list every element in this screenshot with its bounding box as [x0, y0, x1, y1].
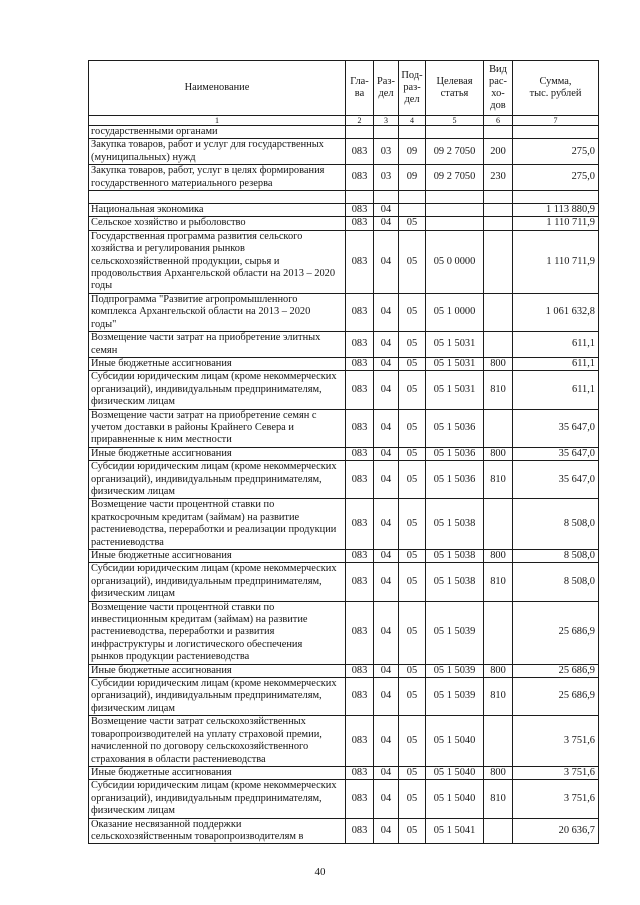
row-chapter-cell: 083 — [346, 332, 374, 358]
row-section-cell: 04 — [374, 461, 399, 499]
row-target-article-cell — [426, 217, 484, 230]
row-expense-type-cell — [484, 409, 513, 447]
row-target-article-cell: 05 1 5031 — [426, 357, 484, 370]
row-subsection-cell: 05 — [399, 409, 426, 447]
row-section-cell: 04 — [374, 357, 399, 370]
row-name-cell: Субсидии юридическим лицам (кроме некоммерческих организаций), индивидуальным предпринимателям, физическим лицам — [89, 371, 346, 409]
row-name-cell: Иные бюджетные ассигнования — [89, 550, 346, 563]
row-name-cell: Национальная экономика — [89, 204, 346, 217]
row-section-cell: 04 — [374, 601, 399, 664]
row-expense-type-cell: 200 — [484, 139, 513, 165]
row-name-cell: Сельское хозяйство и рыболовство — [89, 217, 346, 230]
row-amount-cell: 3 751,6 — [513, 780, 599, 818]
row-section-cell: 04 — [374, 447, 399, 460]
row-subsection-cell: 05 — [399, 664, 426, 677]
budget-row — [89, 447, 599, 460]
row-expense-type-cell: 800 — [484, 357, 513, 370]
budget-row — [89, 293, 599, 331]
row-target-article-cell: 05 1 5039 — [426, 678, 484, 716]
budget-row — [89, 230, 599, 293]
row-chapter-cell: 083 — [346, 766, 374, 779]
budget-row — [89, 139, 599, 165]
row-name-cell: Иные бюджетные ассигнования — [89, 664, 346, 677]
row-chapter-cell: 083 — [346, 678, 374, 716]
row-expense-type-cell — [484, 126, 513, 139]
column-number: 1 — [89, 116, 346, 126]
row-section-cell: 04 — [374, 204, 399, 217]
row-subsection-cell: 05 — [399, 499, 426, 550]
row-target-article-cell: 05 1 5041 — [426, 818, 484, 844]
row-chapter-cell: 083 — [346, 461, 374, 499]
row-subsection-cell: 05 — [399, 818, 426, 844]
row-name-cell: Иные бюджетные ассигнования — [89, 357, 346, 370]
row-section-cell: 04 — [374, 818, 399, 844]
row-chapter-cell: 083 — [346, 357, 374, 370]
row-expense-type-cell — [484, 191, 513, 204]
row-subsection-cell: 05 — [399, 601, 426, 664]
row-name-cell: государственными органами — [89, 126, 346, 139]
column-number: 2 — [346, 116, 374, 126]
row-subsection-cell: 05 — [399, 357, 426, 370]
row-section-cell: 04 — [374, 217, 399, 230]
row-name-cell: Субсидии юридическим лицам (кроме некоммерческих организаций), индивидуальным предпринимателям, физическим лицам — [89, 678, 346, 716]
row-amount-cell: 1 110 711,9 — [513, 217, 599, 230]
row-subsection-cell: 05 — [399, 217, 426, 230]
row-subsection-cell: 05 — [399, 716, 426, 767]
budget-row — [89, 601, 599, 664]
row-section-cell: 04 — [374, 716, 399, 767]
row-chapter-cell: 083 — [346, 780, 374, 818]
row-section-cell: 04 — [374, 664, 399, 677]
row-amount-cell: 8 508,0 — [513, 550, 599, 563]
row-section-cell: 04 — [374, 678, 399, 716]
row-expense-type-cell: 810 — [484, 780, 513, 818]
row-section-cell: 04 — [374, 371, 399, 409]
row-chapter-cell: 083 — [346, 447, 374, 460]
row-chapter-cell: 083 — [346, 409, 374, 447]
row-section-cell: 03 — [374, 139, 399, 165]
row-expense-type-cell — [484, 499, 513, 550]
row-amount-cell: 25 686,9 — [513, 678, 599, 716]
row-section-cell — [374, 191, 399, 204]
row-section-cell: 04 — [374, 550, 399, 563]
row-chapter-cell: 083 — [346, 371, 374, 409]
budget-row — [89, 716, 599, 767]
row-section-cell: 04 — [374, 332, 399, 358]
budget-row — [89, 678, 599, 716]
row-section-cell — [374, 126, 399, 139]
budget-row — [89, 126, 599, 139]
row-amount-cell: 611,1 — [513, 371, 599, 409]
row-chapter-cell — [346, 126, 374, 139]
row-amount-cell: 8 508,0 — [513, 499, 599, 550]
row-amount-cell — [513, 191, 599, 204]
row-subsection-cell: 05 — [399, 780, 426, 818]
budget-row — [89, 818, 599, 844]
row-chapter-cell: 083 — [346, 601, 374, 664]
row-target-article-cell: 05 1 5039 — [426, 601, 484, 664]
row-name-cell: Иные бюджетные ассигнования — [89, 447, 346, 460]
row-section-cell: 04 — [374, 499, 399, 550]
row-subsection-cell: 05 — [399, 766, 426, 779]
budget-row — [89, 664, 599, 677]
column-number-row — [89, 116, 599, 126]
row-chapter-cell: 083 — [346, 550, 374, 563]
row-expense-type-cell: 810 — [484, 371, 513, 409]
row-section-cell: 03 — [374, 165, 399, 191]
column-number: 3 — [374, 116, 399, 126]
row-name-cell: Возмещение части затрат сельскохозяйственных товаропроизводителей на уплату страховой премии, начисленной по договору сельскохозяйственного страхования в области растениеводства — [89, 716, 346, 767]
row-name-cell: Закупка товаров, работ и услуг для государственных (муниципальных) нужд — [89, 139, 346, 165]
row-amount-cell: 611,1 — [513, 332, 599, 358]
row-amount-cell: 3 751,6 — [513, 716, 599, 767]
header-target-article: Целевая статья — [426, 61, 484, 116]
row-name-cell: Возмещение части процентной ставки по краткосрочным кредитам (займам) на развитие растениеводства, переработки и реализации продукции растениеводства — [89, 499, 346, 550]
row-section-cell: 04 — [374, 766, 399, 779]
row-amount-cell: 25 686,9 — [513, 601, 599, 664]
header-expense-type: Вид рас- хо- дов — [484, 61, 513, 116]
row-expense-type-cell — [484, 230, 513, 293]
row-subsection-cell — [399, 204, 426, 217]
row-chapter-cell: 083 — [346, 204, 374, 217]
row-target-article-cell: 05 1 5040 — [426, 716, 484, 767]
header-row — [89, 61, 599, 116]
row-amount-cell: 1 113 880,9 — [513, 204, 599, 217]
row-chapter-cell: 083 — [346, 499, 374, 550]
row-chapter-cell: 083 — [346, 716, 374, 767]
row-target-article-cell: 05 1 5040 — [426, 766, 484, 779]
row-name-cell: Подпрограмма "Развитие агропромышленного комплекса Архангельской области на 2013 – 2020 годы" — [89, 293, 346, 331]
row-expense-type-cell — [484, 204, 513, 217]
budget-row — [89, 461, 599, 499]
row-expense-type-cell: 800 — [484, 766, 513, 779]
budget-row — [89, 357, 599, 370]
row-chapter-cell — [346, 191, 374, 204]
row-name-cell: Возмещение части затрат на приобретение семян с учетом доставки в районы Крайнего Севера и приравненные к ним местности — [89, 409, 346, 447]
header-chapter: Гла- ва — [346, 61, 374, 116]
row-chapter-cell: 083 — [346, 217, 374, 230]
column-number: 6 — [484, 116, 513, 126]
row-amount-cell: 275,0 — [513, 165, 599, 191]
row-chapter-cell: 083 — [346, 230, 374, 293]
row-name-cell: Субсидии юридическим лицам (кроме некоммерческих организаций), индивидуальным предпринимателям, физическим лицам — [89, 780, 346, 818]
row-amount-cell: 35 647,0 — [513, 409, 599, 447]
budget-row — [89, 409, 599, 447]
row-subsection-cell — [399, 126, 426, 139]
row-target-article-cell: 05 1 5031 — [426, 371, 484, 409]
budget-table-body — [89, 126, 599, 844]
row-chapter-cell: 083 — [346, 165, 374, 191]
row-target-article-cell: 05 1 5039 — [426, 664, 484, 677]
row-section-cell: 04 — [374, 780, 399, 818]
row-name-cell: Возмещение части затрат на приобретение элитных семян — [89, 332, 346, 358]
row-subsection-cell: 09 — [399, 165, 426, 191]
row-expense-type-cell — [484, 332, 513, 358]
header-subsection: Под- раз- дел — [399, 61, 426, 116]
budget-row — [89, 217, 599, 230]
row-expense-type-cell: 810 — [484, 461, 513, 499]
page-number: 40 — [314, 866, 326, 878]
row-name-cell: Оказание несвязанной поддержки сельскохозяйственным товаропроизводителям в — [89, 818, 346, 844]
budget-row — [89, 499, 599, 550]
row-section-cell: 04 — [374, 230, 399, 293]
row-subsection-cell: 05 — [399, 293, 426, 331]
row-expense-type-cell — [484, 217, 513, 230]
row-section-cell: 04 — [374, 293, 399, 331]
row-amount-cell: 8 508,0 — [513, 563, 599, 601]
row-section-cell: 04 — [374, 409, 399, 447]
row-target-article-cell — [426, 191, 484, 204]
row-name-cell: Закупка товаров, работ, услуг в целях формирования государственного материального резерва — [89, 165, 346, 191]
row-amount-cell: 35 647,0 — [513, 447, 599, 460]
row-target-article-cell: 05 1 5038 — [426, 499, 484, 550]
budget-row — [89, 332, 599, 358]
row-target-article-cell: 05 1 5036 — [426, 447, 484, 460]
row-target-article-cell — [426, 126, 484, 139]
row-expense-type-cell — [484, 716, 513, 767]
budget-table — [88, 60, 599, 844]
header-amount: Сумма, тыс. рублей — [513, 61, 599, 116]
row-expense-type-cell: 810 — [484, 563, 513, 601]
row-name-cell — [89, 191, 346, 204]
column-number: 7 — [513, 116, 599, 126]
row-subsection-cell: 05 — [399, 461, 426, 499]
row-name-cell: Государственная программа развития сельского хозяйства и регулирования рынков сельскохозяйственной продукции, сырья и продовольствия Архангельской области на 2013 – 2020 годы — [89, 230, 346, 293]
budget-row — [89, 371, 599, 409]
row-target-article-cell: 05 1 5031 — [426, 332, 484, 358]
row-amount-cell — [513, 126, 599, 139]
row-target-article-cell: 05 0 0000 — [426, 230, 484, 293]
row-expense-type-cell: 230 — [484, 165, 513, 191]
row-chapter-cell: 083 — [346, 139, 374, 165]
row-subsection-cell: 05 — [399, 563, 426, 601]
row-expense-type-cell — [484, 293, 513, 331]
budget-row — [89, 550, 599, 563]
row-target-article-cell: 05 1 5036 — [426, 461, 484, 499]
row-chapter-cell: 083 — [346, 563, 374, 601]
header-section: Раз- дел — [374, 61, 399, 116]
row-amount-cell: 611,1 — [513, 357, 599, 370]
row-subsection-cell: 05 — [399, 332, 426, 358]
row-name-cell: Субсидии юридическим лицам (кроме некоммерческих организаций), индивидуальным предпринимателям, физическим лицам — [89, 563, 346, 601]
row-target-article-cell — [426, 204, 484, 217]
row-chapter-cell: 083 — [346, 664, 374, 677]
row-target-article-cell: 05 1 5040 — [426, 780, 484, 818]
row-target-article-cell: 09 2 7050 — [426, 165, 484, 191]
row-chapter-cell: 083 — [346, 293, 374, 331]
row-target-article-cell: 05 1 5038 — [426, 550, 484, 563]
row-expense-type-cell: 800 — [484, 664, 513, 677]
row-amount-cell: 35 647,0 — [513, 461, 599, 499]
row-subsection-cell: 09 — [399, 139, 426, 165]
row-target-article-cell: 09 2 7050 — [426, 139, 484, 165]
header-name: Наименование — [89, 61, 346, 116]
row-section-cell: 04 — [374, 563, 399, 601]
row-subsection-cell — [399, 191, 426, 204]
budget-row — [89, 204, 599, 217]
row-chapter-cell: 083 — [346, 818, 374, 844]
row-amount-cell: 1 110 711,9 — [513, 230, 599, 293]
row-subsection-cell: 05 — [399, 550, 426, 563]
row-subsection-cell: 05 — [399, 230, 426, 293]
row-subsection-cell: 05 — [399, 678, 426, 716]
row-name-cell: Субсидии юридическим лицам (кроме некоммерческих организаций), индивидуальным предпринимателям, физическим лицам — [89, 461, 346, 499]
row-amount-cell: 3 751,6 — [513, 766, 599, 779]
row-amount-cell: 1 061 632,8 — [513, 293, 599, 331]
row-expense-type-cell: 800 — [484, 550, 513, 563]
budget-row — [89, 191, 599, 204]
budget-row — [89, 766, 599, 779]
row-amount-cell: 275,0 — [513, 139, 599, 165]
budget-row — [89, 780, 599, 818]
row-target-article-cell: 05 1 0000 — [426, 293, 484, 331]
column-number: 5 — [426, 116, 484, 126]
row-amount-cell: 20 636,7 — [513, 818, 599, 844]
budget-row — [89, 563, 599, 601]
row-amount-cell: 25 686,9 — [513, 664, 599, 677]
row-expense-type-cell — [484, 601, 513, 664]
row-name-cell: Возмещение части процентной ставки по инвестиционным кредитам (займам) на развитие растениеводства, переработки и развития инфраструктуры и логистического обеспечения рынков продукции растениеводства — [89, 601, 346, 664]
row-name-cell: Иные бюджетные ассигнования — [89, 766, 346, 779]
row-target-article-cell: 05 1 5036 — [426, 409, 484, 447]
row-expense-type-cell: 810 — [484, 678, 513, 716]
row-target-article-cell: 05 1 5038 — [426, 563, 484, 601]
row-subsection-cell: 05 — [399, 447, 426, 460]
row-subsection-cell: 05 — [399, 371, 426, 409]
row-expense-type-cell — [484, 818, 513, 844]
row-expense-type-cell: 800 — [484, 447, 513, 460]
column-number: 4 — [399, 116, 426, 126]
budget-row — [89, 165, 599, 191]
